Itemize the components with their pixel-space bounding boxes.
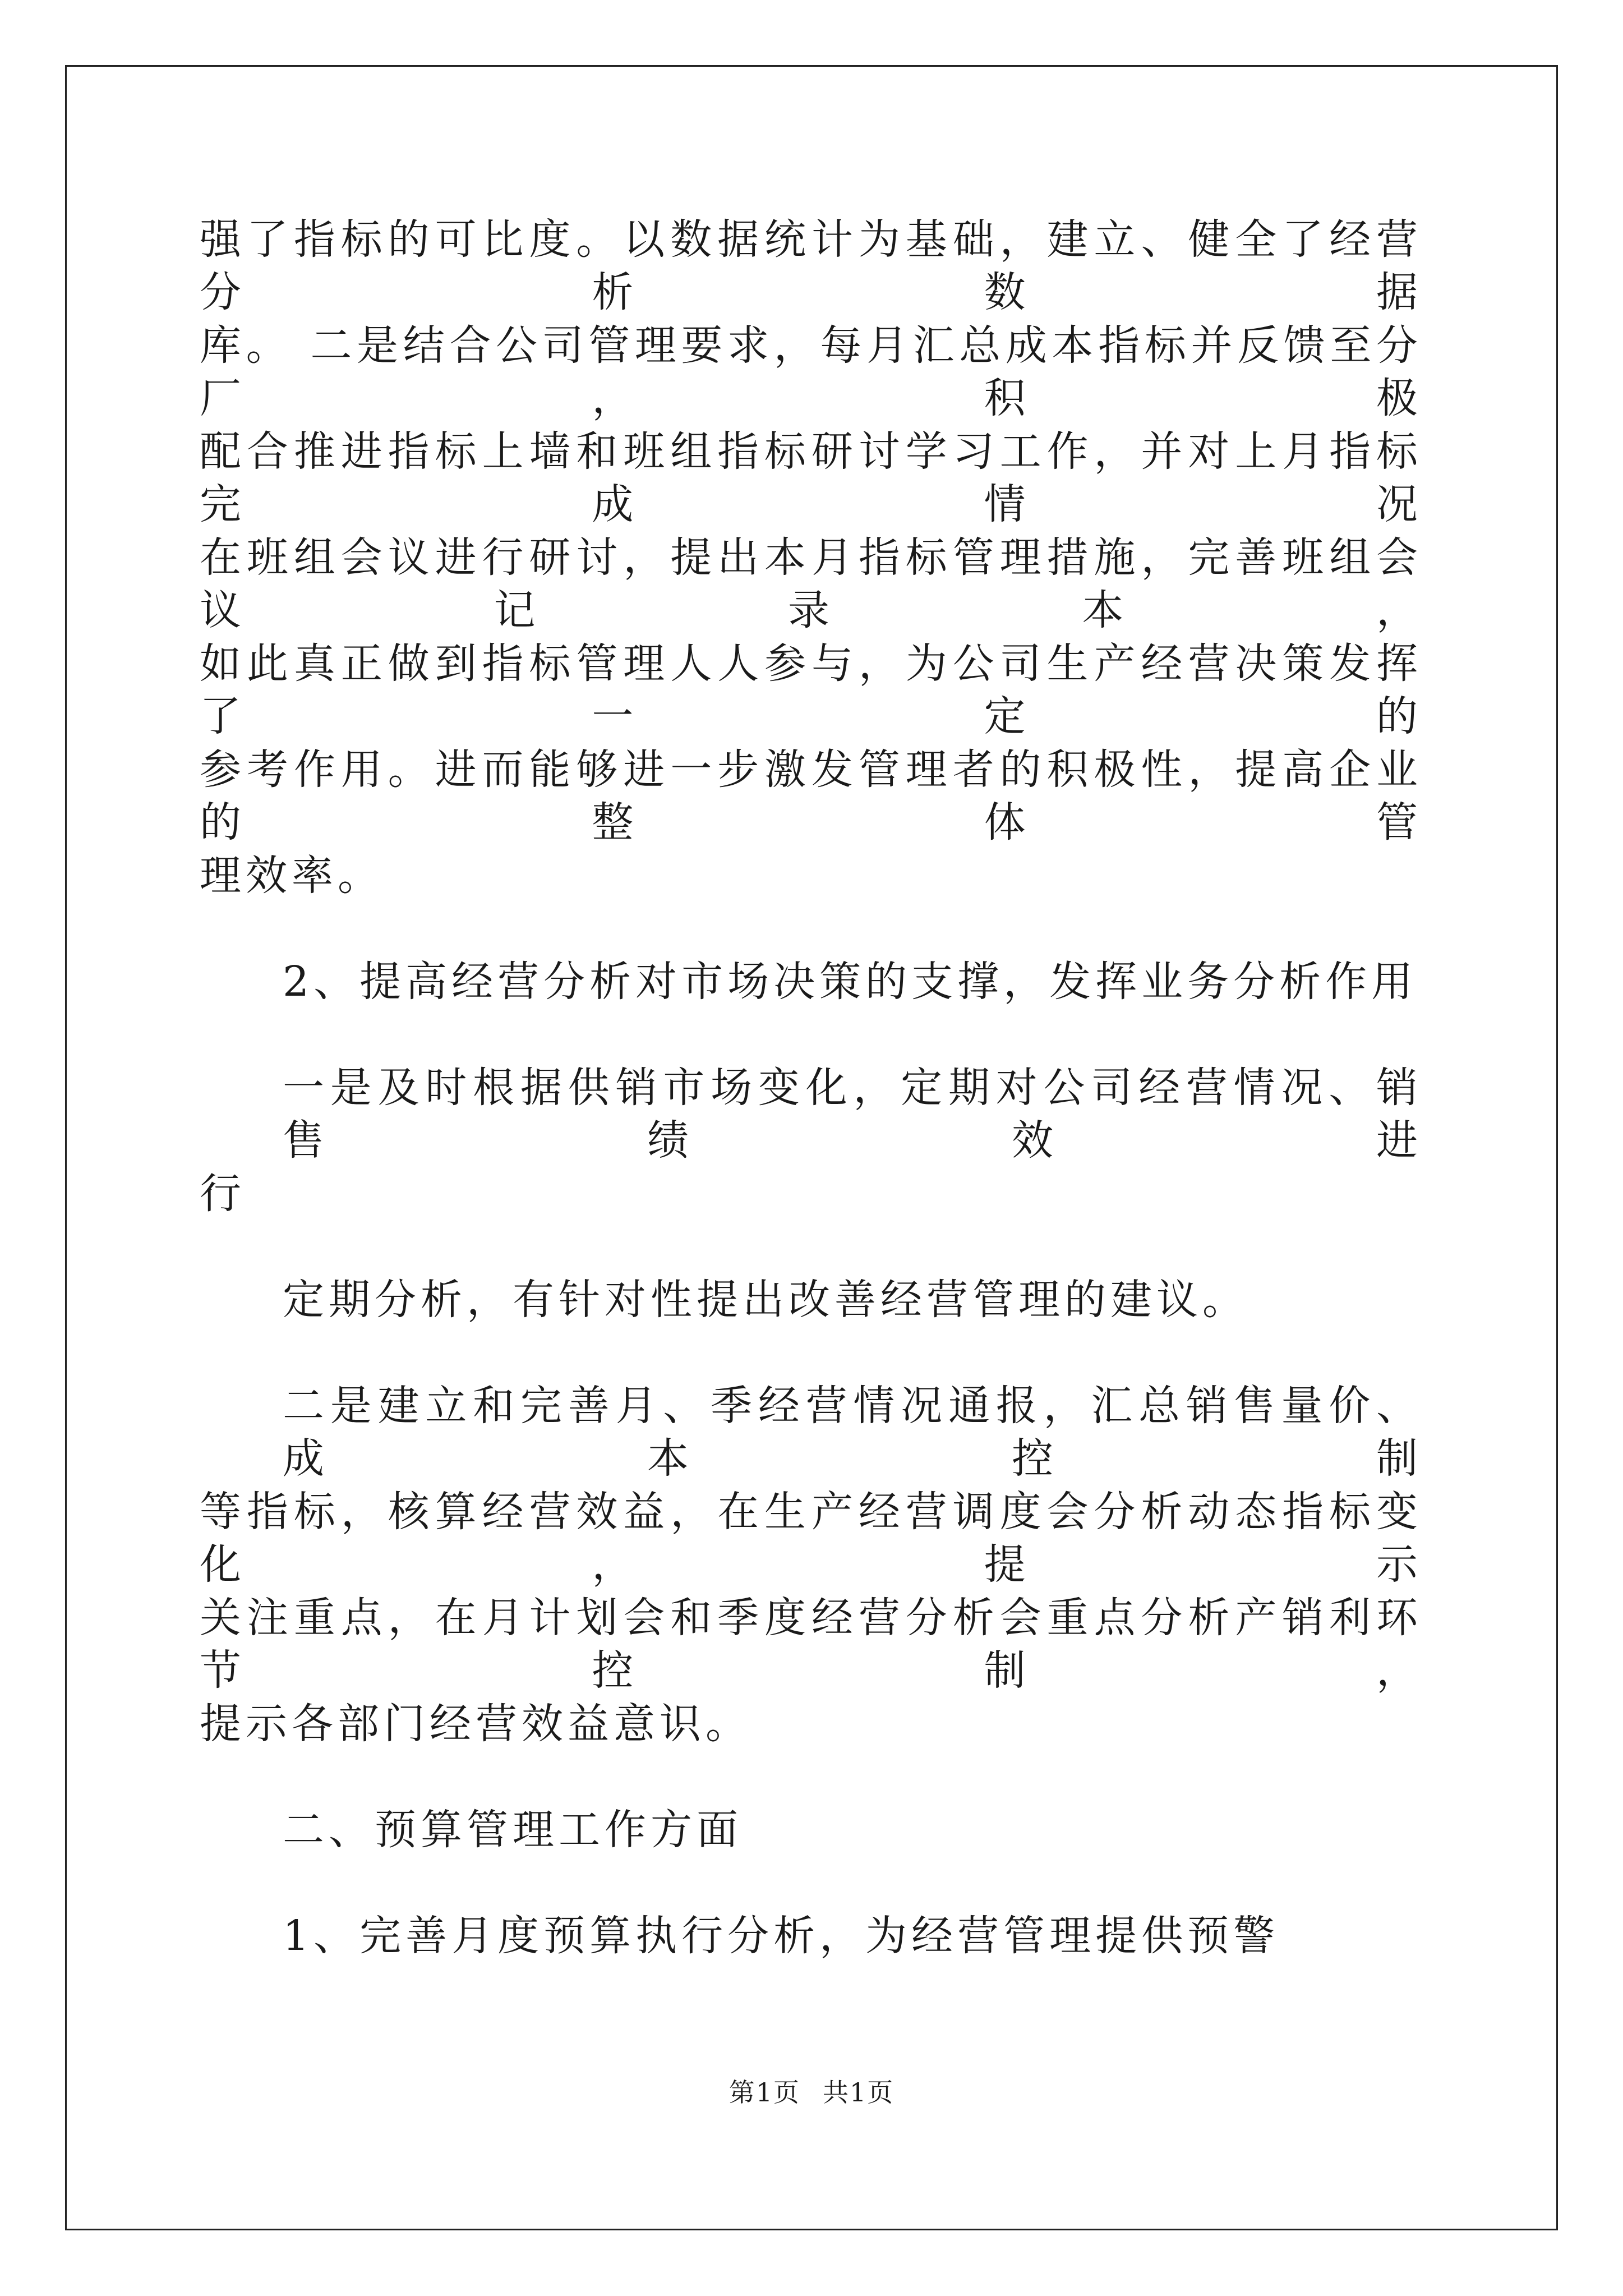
body-line: 定期分析，有针对性提出改善经营管理的建议。 — [283, 1276, 1248, 1324]
body-line: 行 — [200, 1170, 246, 1218]
body-line: 等指标，核算经营效益，在生产经营调度会分析动态指标变化，提示 — [200, 1488, 1422, 1589]
section-heading: 二、预算管理工作方面 — [283, 1806, 743, 1854]
body-line: 配合推进指标上墙和班组指标研讨学习工作，并对上月指标完成情况 — [200, 427, 1422, 528]
body-line: 在班组会议进行研讨，提出本月指标管理措施，完善班组会议记录本， — [200, 533, 1422, 634]
body-line: 一是及时根据供销市场变化，定期对公司经营情况、销售绩效进 — [283, 1064, 1422, 1165]
section-heading: 2、提高经营分析对市场决策的支撑，发挥业务分析作用 — [283, 958, 1418, 1006]
page-total: 共1页 — [823, 2077, 895, 2108]
body-line: 二是建立和完善月、季经营情况通报，汇总销售量价、成本控制 — [283, 1382, 1422, 1483]
body-line: 提示各部门经营效益意识。 — [200, 1700, 751, 1748]
body-line: 关注重点，在月计划会和季度经营分析会重点分析产销利环节控制， — [200, 1594, 1422, 1695]
body-line: 理效率。 — [200, 852, 384, 900]
body-line: 库。 二是结合公司管理要求，每月汇总成本指标并反馈至分厂，积极 — [200, 321, 1422, 422]
body-line: 如此真正做到指标管理人人参与，为公司生产经营决策发挥了一定的 — [200, 639, 1422, 740]
page-number: 第1页 — [728, 2077, 800, 2108]
document-body — [200, 213, 1422, 2016]
page-footer — [0, 2076, 1623, 2109]
body-line: 强了指标的可比度。以数据统计为基础，建立、健全了经营分析数据 — [200, 215, 1422, 316]
section-heading: 1、完善月度预算执行分析，为经营管理提供预警 — [283, 1912, 1280, 1960]
body-line: 参考作用。进而能够进一步激发管理者的积极性，提高企业的整体管 — [200, 746, 1422, 846]
